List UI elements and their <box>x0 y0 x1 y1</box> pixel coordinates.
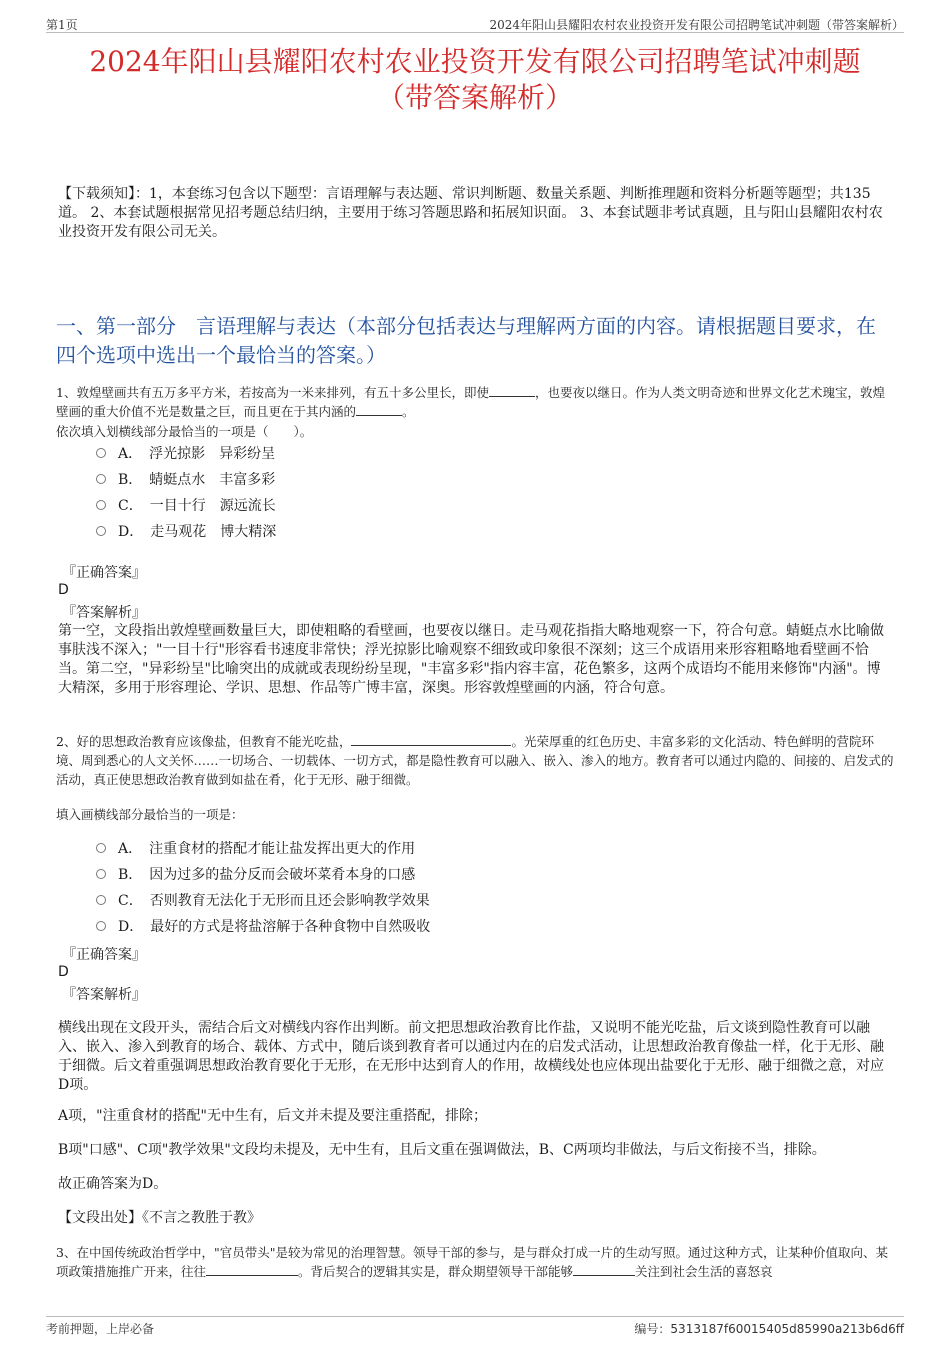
radio-icon[interactable] <box>96 448 106 458</box>
q2-note-a: A项，"注重食材的搭配"无中生有，后文并未提及要注重搭配，排除； <box>58 1108 487 1124</box>
radio-icon[interactable] <box>96 895 106 905</box>
q2-source: 【文段出处】《不言之教胜于教》 <box>58 1210 261 1226</box>
q1-option-d[interactable] <box>96 519 276 545</box>
radio-icon[interactable] <box>96 869 106 879</box>
footer-code-value: 5313187f60015405d85990a213b6d6ff <box>670 1322 904 1336</box>
q2-analysis: 横线出现在文段开头，需结合后文对横线内容作出判断。前文把思想政治教育比作盐，又说明不能光吃盐，后文谈到隐性教育可以融入、嵌入、渗入到教育的场合、载体、方式中，随后谈到教育者可以通过内在的启发式活动，让思想政治教育像盐一样，化于无形、融于细微。后文着重强调思想政治教育要化于无形，在无形中达到育人的作用，故横线处也应体现出盐要化于无形、融于细微之意，对应D项。 <box>58 1020 884 1093</box>
footer-code <box>634 1320 904 1337</box>
q3-stem-part-c: 关注到社会生活的喜怒哀 <box>635 1264 773 1279</box>
q2-instruction: 填入画横线部分最恰当的一项是： <box>56 807 244 822</box>
q2-option-c[interactable] <box>96 888 430 914</box>
radio-icon[interactable] <box>96 921 106 931</box>
q1-option-a-label: A． 浮光掠影 异彩纷呈 <box>118 446 276 462</box>
q2-stem-part-a: 2、好的思想政治教育应该像盐，但教育不能光吃盐， <box>56 734 352 749</box>
q1-stem-part-a: 1、敦煌壁画共有五万多平方米，若按高为一米来排列，有五十多公里长，即使 <box>56 385 489 400</box>
q2-option-a[interactable] <box>96 836 430 862</box>
q1-option-b[interactable] <box>96 467 276 493</box>
q1-stem-part-c: 。 <box>402 404 415 419</box>
header-doc-title: 2024年阳山县耀阳农村农业投资开发有限公司招聘笔试冲刺题（带答案解析） <box>489 18 904 32</box>
q1-option-b-label: B． 蜻蜓点水 丰富多彩 <box>118 472 276 488</box>
q2-stem-part-b: 。光荣厚重的红色历史、丰富多彩的文化活动、特色鲜明的营院环境、周到悉心的人文关怀……一切场合、一切载体、一切方式，都是隐性教育可以融入、嵌入、渗入的地方。教育者可以通过内隐的、间接的、启发式的活动，真正使思想政治教育做到如盐在肴，化于无形、融于细微。 <box>56 734 894 787</box>
q1-option-a[interactable] <box>96 441 276 467</box>
q2-analysis-label: 『答案解析』 <box>62 987 146 1003</box>
footer-slogan: 考前押题，上岸必备 <box>46 1322 155 1336</box>
q1-analysis: 第一空，文段指出敦煌壁画数量巨大，即使粗略的看壁画，也要夜以继日。走马观花指指大略地观察一下，符合句意。蜻蜓点水比喻做事肤浅不深入；"一目十行"形容看书速度非常快；浮光掠影比喻观察不细致或印象很不深刻；这三个成语用来形容粗略地看壁画不恰当。第二空，"异彩纷呈"比喻突出的成就或表现纷纷呈现，"丰富多彩"指内容丰富，花色繁多，这两个成语均不能用来修饰"内涵"。博大精深，多用于形容理论、学识、思想、作品等广博丰富，深奥。形容敦煌壁画的内涵，符合句意。 <box>58 623 884 696</box>
q3-stem-part-a: 3、在中国传统政治哲学中，"官员带头"是较为常见的治理智慧。领导干部的参与，是与群众打成一片的生动写照。通过这种方式，让某种价值取向、某项政策措施推广开来，往往 <box>56 1245 888 1279</box>
page-header <box>46 14 904 33</box>
q1-option-c[interactable] <box>96 493 276 519</box>
q2-option-b[interactable] <box>96 862 430 888</box>
q1-blank-1 <box>489 383 535 397</box>
q1-option-c-label: C． 一目十行 源远流长 <box>118 498 276 514</box>
download-notice: 【下载须知】：1，本套练习包含以下题型：言语理解与表达题、常识判断题、数量关系题、判断推理题和资料分析题等题型；共135道。 2、本套试题根据常见招考题总结归纳，主要用于练习答题思路和拓展知识面。 3、本套试题非考试真题，且与阳山县耀阳农村农业投资开发有限公司无关。 <box>58 186 883 240</box>
q2-answer: D <box>58 964 69 980</box>
q2-answer-label: 『正确答案』 <box>62 947 146 963</box>
q2-note-b: B项"口感"、C项"教学效果"文段均未提及，无中生有，且后文重在强调做法，B、C两项均非做法，与后文衔接不当，排除。 <box>58 1142 826 1158</box>
q1-options <box>96 441 276 545</box>
q1-stem-part-b: ，也要夜以继日。作为人类文明奇迹和世界文化艺术瑰宝，敦煌壁画的重大价值不光是数量之巨，而且更在于其内涵的 <box>56 385 885 419</box>
q1-answer-label: 『正确答案』 <box>62 565 146 581</box>
q2-conclusion: 故正确答案为D。 <box>58 1176 168 1192</box>
q2-option-c-label: C． 否则教育无法化于无形而且还会影响教学效果 <box>118 893 430 909</box>
q2-option-d[interactable] <box>96 914 430 940</box>
q2-blank <box>351 732 511 746</box>
q2-options <box>96 836 430 940</box>
q1-option-d-label: D． 走马观花 博大精深 <box>118 524 277 540</box>
q1-blank-2 <box>356 402 402 416</box>
radio-icon[interactable] <box>96 843 106 853</box>
q3-blank-1 <box>206 1262 298 1276</box>
q2-option-b-label: B． 因为过多的盐分反而会破坏菜肴本身的口感 <box>118 867 416 883</box>
q1-instruction: 依次填入划横线部分最恰当的一项是（ ）。 <box>56 424 313 439</box>
title-line-2: （带答案解析） <box>376 81 573 114</box>
section-heading: 一、第一部分 言语理解与表达（本部分包括表达与理解两方面的内容。请根据题目要求，在四个选项中选出一个最恰当的答案。） <box>56 314 876 367</box>
footer-code-label: 编号： <box>634 1322 671 1336</box>
q1-analysis-label: 『答案解析』 <box>62 605 146 621</box>
title-line-1: 2024年阳山县耀阳农村农业投资开发有限公司招聘笔试冲刺题 <box>89 45 861 78</box>
q2-option-d-label: D． 最好的方式是将盐溶解于各种食物中自然吸收 <box>118 919 431 935</box>
radio-icon[interactable] <box>96 500 106 510</box>
q3-stem-part-b: 。背后契合的逻辑其实是，群众期望领导干部能够 <box>298 1264 574 1279</box>
page-number: 第1页 <box>46 18 78 32</box>
q3-stem <box>56 1243 894 1281</box>
radio-icon[interactable] <box>96 474 106 484</box>
q1-stem <box>56 383 894 421</box>
document-title <box>40 44 910 116</box>
q2-stem <box>56 732 894 789</box>
q2-option-a-label: A． 注重食材的搭配才能让盐发挥出更大的作用 <box>118 841 416 857</box>
radio-icon[interactable] <box>96 526 106 536</box>
page-footer <box>46 1316 904 1335</box>
q1-answer: D <box>58 582 69 598</box>
q3-blank-2 <box>573 1262 635 1276</box>
